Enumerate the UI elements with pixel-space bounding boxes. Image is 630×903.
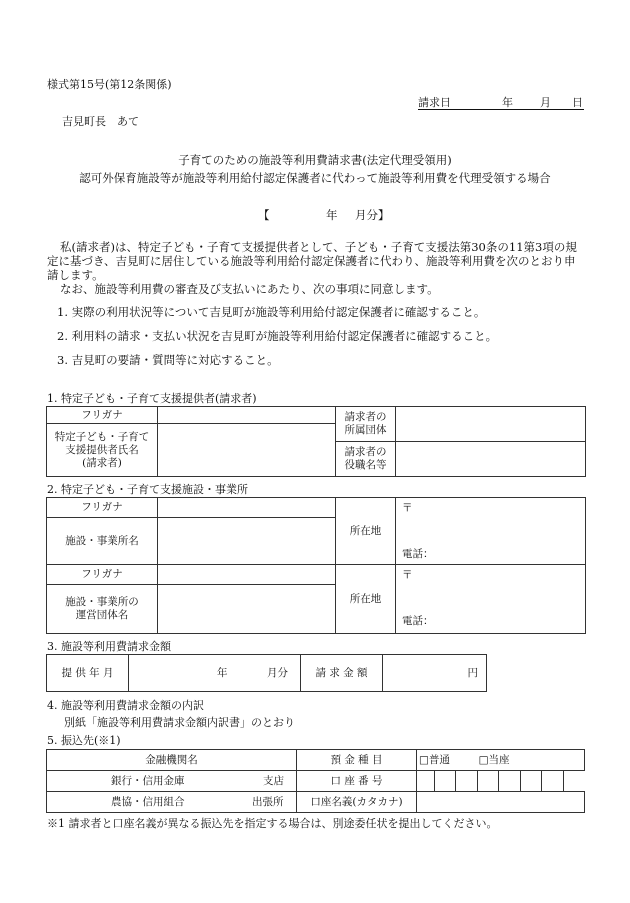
- address-label: 所在地: [336, 498, 396, 565]
- facility-name-label: 施設・事業所名: [47, 518, 158, 565]
- title-label-line: 役職名等: [344, 459, 387, 471]
- request-date: [418, 94, 584, 110]
- ordinary-checkbox[interactable]: □普通: [419, 753, 450, 766]
- org-label-line: 請求者の: [344, 411, 387, 423]
- period-bracket-open: 【: [258, 208, 270, 222]
- yen-unit: 円: [467, 666, 478, 679]
- furigana-label: フリガナ: [47, 565, 158, 585]
- agreement-item: 1. 実際の利用状況等について吉見町が施設等利用給付認定保護者に確認すること。: [57, 305, 486, 319]
- period-month: 月分】: [355, 208, 390, 222]
- deposit-type-label: 預 金 種 目: [297, 750, 417, 771]
- operator-label-line: 施設・事業所の: [65, 596, 139, 608]
- title-label-line: 請求者の: [344, 446, 387, 458]
- breakdown-note: 別紙「施設等利用費請求金額内訳書」のとおり: [64, 716, 295, 729]
- section-5-heading: 5. 振込先(※1): [47, 734, 121, 747]
- section-4-heading: 4. 施設等利用費請求金額の内訳: [47, 699, 204, 712]
- operator-name-field[interactable]: [158, 585, 336, 634]
- agri-type-label: 農協・信用組合: [111, 796, 185, 808]
- bank-name-label: 金融機関名: [47, 750, 297, 771]
- furigana-label: フリガナ: [47, 498, 158, 518]
- org-label: [336, 407, 396, 442]
- amount-table: [46, 654, 487, 692]
- amount-label: 請 求 金 額: [301, 655, 383, 692]
- body-line: 定に基づき、吉見町に居住している施設等利用給付認定保護者に代わり、施設等利用費を次のとおり申: [47, 254, 576, 268]
- body-line: 請します。: [47, 268, 104, 282]
- branch-label: 支店: [263, 775, 284, 787]
- operator-furigana-field[interactable]: [158, 565, 336, 585]
- account-digit[interactable]: [435, 771, 456, 792]
- account-number-label: 口 座 番 号: [297, 771, 417, 792]
- name-label-line: 支援提供者氏名: [65, 443, 139, 456]
- account-digit[interactable]: [456, 771, 477, 792]
- facility-name-field[interactable]: [158, 518, 336, 565]
- deposit-type-options: [417, 750, 585, 771]
- bank-type-label: 銀行・信用金庫: [111, 775, 185, 787]
- addressee: 吉見町長 あて: [62, 115, 139, 128]
- service-year-unit: 年: [217, 667, 228, 679]
- operator-address-field[interactable]: [396, 565, 586, 634]
- org-label-line: 所属団体: [344, 424, 387, 436]
- office-label: 出張所: [252, 796, 284, 808]
- requester-furigana-field[interactable]: [158, 407, 336, 424]
- requester-name-field[interactable]: [158, 424, 336, 477]
- footnote: ※1 請求者と口座名義が異なる振込先を指定する場合は、別途委任状を提出してください。: [47, 817, 498, 830]
- phone-label: 電話：: [402, 615, 434, 627]
- section-1-heading: 1. 特定子ども・子育て支援提供者(請求者): [47, 392, 257, 405]
- agreement-item: 2. 利用料の請求・支払い状況を吉見町が施設等利用給付認定保護者に確認すること。: [57, 329, 498, 343]
- operator-label-line: 運営団体名: [75, 609, 129, 621]
- account-digit[interactable]: [417, 771, 435, 792]
- title-line-1: 子育てのための施設等利用費請求書(法定代理受領用): [178, 153, 452, 167]
- period-year: 年: [326, 208, 338, 222]
- account-holder-field[interactable]: [417, 792, 585, 813]
- account-digit[interactable]: [542, 771, 563, 792]
- phone-label: 電話：: [402, 548, 434, 560]
- operator-name-label: [47, 585, 158, 634]
- account-digit[interactable]: [477, 771, 498, 792]
- body-line: 私(請求者)は、特定子ども・子育て支援提供者として、子ども・子育て支援法第30条の11第3項の規: [60, 240, 577, 254]
- requester-table: [46, 406, 586, 477]
- agreement-item: 3. 吉見町の要請・質問等に対応すること。: [57, 353, 279, 367]
- facility-furigana-field[interactable]: [158, 498, 336, 518]
- title-line-2: 認可外保育施設等が施設等利用給付認定保護者に代わって施設等利用費を代理受領する場合: [79, 171, 551, 185]
- title-label: [336, 442, 396, 477]
- account-holder-label: 口座名義(カタカナ): [297, 792, 417, 813]
- account-digit[interactable]: [499, 771, 520, 792]
- section-3-heading: 3. 施設等利用費請求金額: [47, 640, 171, 653]
- body-line: なお、施設等利用費の審査及び支払いにあたり、次の事項に同意します。: [60, 282, 439, 296]
- request-date-year: 年: [502, 96, 513, 109]
- postal-mark: 〒: [402, 502, 413, 514]
- request-date-month: 月: [540, 96, 551, 109]
- amount-field[interactable]: [383, 655, 487, 692]
- service-period-label: 提 供 年 月: [47, 655, 129, 692]
- postal-mark: 〒: [402, 569, 413, 581]
- service-period-field[interactable]: [129, 655, 301, 692]
- service-month-unit: 月分: [267, 667, 288, 679]
- requester-name-label: [47, 424, 158, 477]
- address-label: 所在地: [336, 565, 396, 634]
- bank-branch-field[interactable]: [47, 771, 297, 792]
- request-date-label: 請求日: [418, 96, 451, 109]
- request-date-day: 日: [572, 96, 583, 109]
- title-field[interactable]: [396, 442, 586, 477]
- current-checkbox[interactable]: □当座: [478, 753, 510, 766]
- furigana-label: フリガナ: [47, 407, 158, 424]
- org-field[interactable]: [396, 407, 586, 442]
- name-label-line: 特定子ども・子育て: [54, 430, 150, 443]
- facility-table: [46, 497, 586, 634]
- name-label-line: (請求者): [82, 456, 122, 469]
- section-2-heading: 2. 特定子ども・子育て支援施設・事業所: [47, 483, 248, 496]
- agri-office-field[interactable]: [47, 792, 297, 813]
- bank-table: [46, 749, 585, 813]
- form-number: 様式第15号(第12条関係): [47, 78, 172, 91]
- account-digit[interactable]: [520, 771, 541, 792]
- facility-address-field[interactable]: [396, 498, 586, 565]
